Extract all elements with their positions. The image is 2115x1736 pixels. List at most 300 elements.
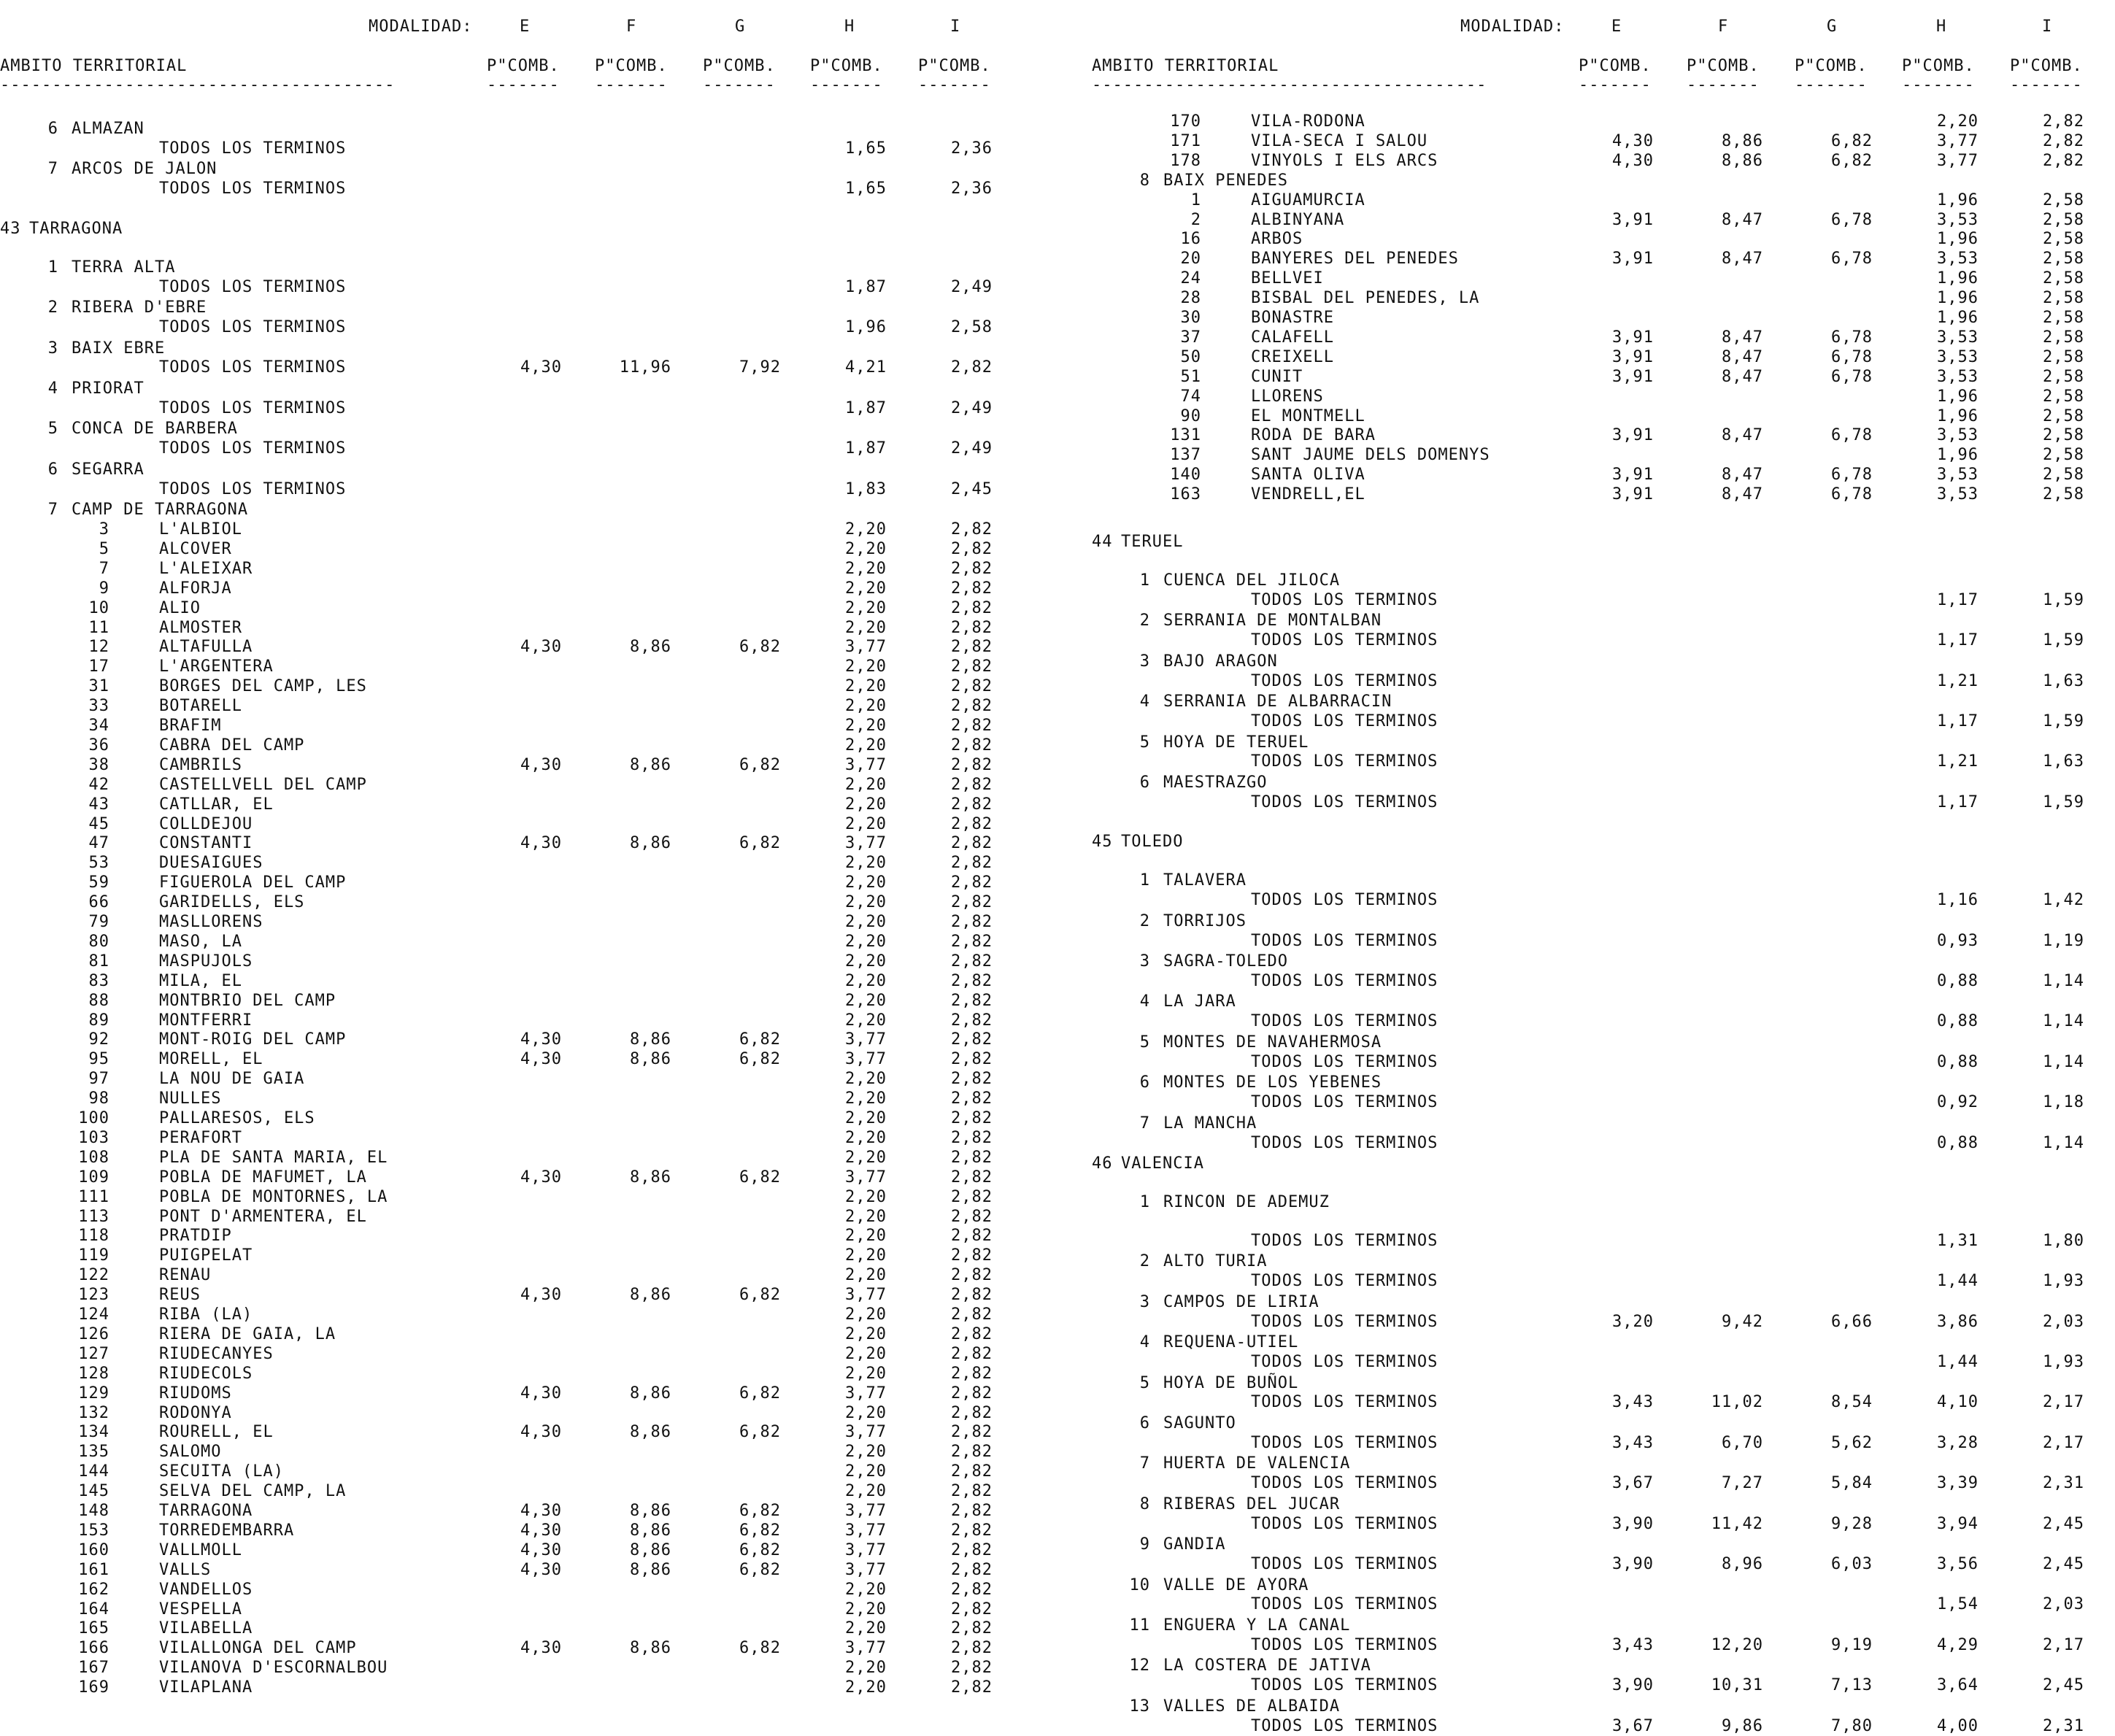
all-terms-label: TODOS LOS TERMINOS (1251, 1312, 1438, 1331)
municipality-code: 34 (88, 717, 109, 735)
modality-header: G (735, 18, 746, 36)
municipality-code: 66 (88, 893, 109, 912)
table-row (0, 1521, 1022, 1540)
all-terms-label: TODOS LOS TERMINOS (1251, 1474, 1438, 1493)
table-row (0, 1561, 1022, 1580)
pcomb-underline: ------- (487, 76, 560, 94)
value-cell: 6,70 (1722, 1433, 1763, 1452)
value-cell: 2,82 (951, 952, 993, 971)
table-row (1092, 891, 2115, 910)
comarca-code: 12 (1129, 1656, 1150, 1675)
value-cell: 6,82 (1831, 131, 1873, 150)
municipality-code: 123 (78, 1286, 109, 1305)
value-cell: 4,30 (520, 1502, 562, 1520)
value-cell: 5,62 (1831, 1433, 1873, 1452)
comarca-name: TERRA ALTA (72, 258, 176, 277)
value-cell: 2,82 (951, 638, 993, 657)
table-row (1092, 1193, 2115, 1212)
value-cell: 2,82 (951, 1639, 993, 1658)
municipality-name: MASO, LA (159, 932, 242, 951)
value-cell: 7,80 (1831, 1716, 1873, 1735)
value-cell: 4,30 (1612, 131, 1654, 150)
table-row (1092, 407, 2115, 426)
province-code: 44 (1092, 533, 1113, 551)
pcomb-header: P"COMB. (1902, 57, 1975, 75)
municipality-name: PERAFORT (159, 1128, 242, 1147)
comarca-code: 7 (1139, 1454, 1150, 1473)
table-row (1092, 269, 2115, 288)
municipality-name: SELVA DEL CAMP, LA (159, 1482, 347, 1501)
value-cell: 2,20 (845, 717, 887, 735)
all-terms-label: TODOS LOS TERMINOS (1251, 1514, 1438, 1533)
table-row (1092, 952, 2115, 971)
value-cell: 2,31 (2043, 1474, 2084, 1493)
value-cell: 2,82 (951, 814, 993, 833)
table-row (0, 795, 1022, 814)
municipality-name: MASPUJOLS (159, 952, 253, 971)
value-cell: 0,88 (1937, 971, 1979, 990)
value-cell: 2,58 (2043, 347, 2084, 366)
modality-header: E (1611, 18, 1622, 36)
value-cell: 2,45 (2043, 1676, 2084, 1695)
value-cell: 11,42 (1711, 1514, 1763, 1533)
municipality-name: ALFORJA (159, 579, 232, 598)
municipality-name: SECUITA (LA) (159, 1462, 284, 1481)
table-row (1092, 1555, 2115, 1574)
table-row (1092, 485, 2115, 504)
value-cell: 4,00 (1937, 1716, 1979, 1735)
municipality-code: 89 (88, 1011, 109, 1030)
table-row (0, 1208, 1022, 1227)
value-cell: 8,86 (630, 1423, 671, 1442)
value-cell: 2,82 (951, 1462, 993, 1481)
municipality-name: CALAFELL (1251, 328, 1334, 347)
modality-header: G (1827, 18, 1838, 36)
municipality-name: MONT-ROIG DEL CAMP (159, 1030, 347, 1049)
table-row (0, 258, 1022, 277)
value-cell: 2,58 (2043, 387, 2084, 406)
comarca-code: 3 (1139, 652, 1150, 671)
table-row (1092, 466, 2115, 485)
value-cell: 4,30 (520, 1639, 562, 1658)
municipality-code: 51 (1180, 367, 1201, 386)
value-cell: 2,82 (951, 579, 993, 598)
all-terms-label: TODOS LOS TERMINOS (1251, 1716, 1438, 1735)
value-cell: 6,82 (739, 1502, 781, 1520)
comarca-name: ARCOS DE JALON (72, 160, 217, 179)
municipality-name: RODA DE BARA (1251, 426, 1376, 445)
all-terms-label: TODOS LOS TERMINOS (1251, 1595, 1438, 1614)
municipality-code: 137 (1170, 446, 1201, 465)
value-cell: 2,20 (845, 952, 887, 971)
table-row (1092, 1414, 2115, 1433)
municipality-name: GARIDELLS, ELS (159, 893, 305, 912)
table-row (0, 1246, 1022, 1265)
comarca-name: BAIX PENEDES (1163, 171, 1288, 190)
value-cell: 4,30 (520, 1050, 562, 1069)
municipality-code: 178 (1170, 151, 1201, 170)
municipality-name: MONTFERRI (159, 1011, 253, 1030)
value-cell: 1,80 (2043, 1231, 2084, 1250)
value-cell: 2,20 (845, 618, 887, 637)
municipality-code: 28 (1180, 289, 1201, 308)
value-cell: 2,20 (845, 1403, 887, 1422)
modality-header: H (1936, 18, 1947, 36)
value-cell: 0,93 (1937, 931, 1979, 950)
municipality-code: 132 (78, 1403, 109, 1422)
comarca-name: ENGUERA Y LA CANAL (1163, 1616, 1351, 1635)
value-cell: 3,77 (845, 1560, 887, 1579)
table-row (1092, 1053, 2115, 1072)
value-cell: 2,82 (951, 1324, 993, 1343)
value-cell: 2,82 (951, 873, 993, 892)
municipality-code: 161 (78, 1560, 109, 1579)
value-cell: 2,20 (845, 893, 887, 912)
comarca-name: CONCA DE BARBERA (72, 420, 238, 439)
table-row (1092, 250, 2115, 269)
value-cell: 6,82 (739, 1521, 781, 1540)
value-cell: 2,82 (951, 1148, 993, 1167)
municipality-name: EL MONTMELL (1251, 406, 1365, 425)
value-cell: 3,77 (845, 755, 887, 774)
modality-header: I (2042, 18, 2053, 36)
value-cell: 8,47 (1722, 426, 1763, 445)
municipality-code: 10 (88, 598, 109, 617)
municipality-name: VALLS (159, 1560, 212, 1579)
value-cell: 8,86 (630, 1286, 671, 1305)
municipality-code: 80 (88, 932, 109, 951)
comarca-name: HOYA DE BUÑOL (1163, 1373, 1299, 1392)
municipality-code: 36 (88, 736, 109, 755)
value-cell: 2,20 (845, 736, 887, 755)
table-row (1092, 591, 2115, 610)
ambito-underline: -------------------------------------- (1092, 76, 1487, 94)
value-cell: 8,47 (1722, 466, 1763, 485)
table-row (1092, 328, 2115, 347)
municipality-code: 129 (78, 1384, 109, 1403)
value-cell: 2,82 (951, 1540, 993, 1559)
value-cell: 6,82 (739, 1030, 781, 1049)
value-cell: 7,13 (1831, 1676, 1873, 1695)
municipality-code: 148 (78, 1502, 109, 1520)
value-cell: 1,17 (1937, 631, 1979, 650)
municipality-code: 90 (1180, 406, 1201, 425)
value-cell: 2,20 (845, 1364, 887, 1383)
value-cell: 12,20 (1711, 1635, 1763, 1654)
comarca-code: 4 (47, 379, 58, 398)
municipality-name: MILA, EL (159, 971, 242, 990)
table-row (0, 599, 1022, 618)
right-column (1092, 0, 2115, 1735)
value-cell: 1,65 (845, 139, 887, 158)
pcomb-header: P"COMB. (810, 57, 883, 75)
value-cell: 1,96 (1937, 446, 1979, 465)
value-cell: 2,20 (845, 1580, 887, 1599)
value-cell: 3,53 (1937, 466, 1979, 485)
value-cell: 1,87 (845, 439, 887, 458)
value-cell: 2,17 (2043, 1433, 2084, 1452)
value-cell: 2,20 (845, 657, 887, 676)
municipality-code: 50 (1180, 347, 1201, 366)
value-cell: 3,91 (1612, 367, 1654, 386)
value-cell: 6,82 (739, 1168, 781, 1187)
value-cell: 6,82 (739, 1639, 781, 1658)
value-cell: 2,82 (951, 775, 993, 794)
municipality-code: 43 (88, 795, 109, 814)
value-cell: 8,86 (630, 1502, 671, 1520)
province-name: TERUEL (1121, 533, 1184, 551)
all-terms-label: TODOS LOS TERMINOS (1251, 752, 1438, 771)
municipality-name: VILA-RODONA (1251, 112, 1365, 131)
value-cell: 2,82 (951, 1305, 993, 1324)
table-row (0, 1011, 1022, 1030)
value-cell: 2,20 (845, 1128, 887, 1147)
value-cell: 2,82 (951, 1678, 993, 1697)
value-cell: 3,56 (1937, 1555, 1979, 1573)
value-cell: 2,20 (845, 539, 887, 558)
table-row (0, 540, 1022, 559)
ambito-label: AMBITO TERRITORIAL (0, 57, 188, 75)
municipality-name: PRATDIP (159, 1227, 232, 1246)
value-cell: 2,82 (951, 358, 993, 377)
value-cell: 8,47 (1722, 210, 1763, 229)
municipality-name: ALBINYANA (1251, 210, 1345, 229)
comarca-code: 6 (1139, 1073, 1150, 1092)
comarca-name: HOYA DE TERUEL (1163, 733, 1309, 752)
value-cell: 2,20 (845, 1187, 887, 1206)
municipality-name: MASLLORENS (159, 913, 263, 931)
table-row (1092, 672, 2115, 691)
municipality-code: 100 (78, 1109, 109, 1127)
municipality-code: 95 (88, 1050, 109, 1069)
all-terms-label: TODOS LOS TERMINOS (1251, 891, 1438, 910)
value-cell: 2,82 (951, 1030, 993, 1049)
value-cell: 1,19 (2043, 931, 2084, 950)
municipality-name: ROURELL, EL (159, 1423, 274, 1442)
table-row (1092, 368, 2115, 387)
value-cell: 3,67 (1612, 1716, 1654, 1735)
table-row (1092, 1232, 2115, 1251)
value-cell: 2,20 (845, 559, 887, 578)
table-row (0, 379, 1022, 398)
table-row (0, 339, 1022, 358)
table-row (1092, 1033, 2115, 1052)
value-cell: 1,96 (1937, 230, 1979, 249)
value-cell: 4,30 (520, 1286, 562, 1305)
municipality-name: SANTA OLIVA (1251, 466, 1365, 485)
value-cell: 2,82 (951, 717, 993, 735)
value-cell: 6,82 (739, 755, 781, 774)
table-row (1092, 387, 2115, 406)
table-row (1092, 426, 2115, 445)
province-name: TOLEDO (1121, 833, 1184, 852)
table-row (1092, 733, 2115, 752)
value-cell: 2,20 (845, 1207, 887, 1226)
value-cell: 2,82 (951, 1266, 993, 1285)
value-cell: 1,96 (1937, 387, 1979, 406)
table-row (0, 399, 1022, 418)
municipality-name: ALCOVER (159, 539, 232, 558)
value-cell: 2,17 (2043, 1635, 2084, 1654)
value-cell: 2,58 (2043, 269, 2084, 288)
value-cell: 2,20 (845, 697, 887, 716)
table-row (1092, 793, 2115, 812)
municipality-name: LA NOU DE GAIA (159, 1070, 305, 1089)
municipality-code: 59 (88, 873, 109, 892)
value-cell: 9,86 (1722, 1716, 1763, 1735)
value-cell: 2,82 (951, 598, 993, 617)
municipality-name: TARRAGONA (159, 1502, 253, 1520)
value-cell: 2,20 (845, 795, 887, 814)
value-cell: 2,82 (2043, 151, 2084, 170)
value-cell: 4,30 (520, 834, 562, 853)
value-cell: 3,91 (1612, 426, 1654, 445)
table-row (0, 677, 1022, 696)
value-cell: 6,03 (1831, 1555, 1873, 1573)
table-row (1092, 289, 2115, 308)
table-row (0, 1345, 1022, 1364)
value-cell: 2,58 (2043, 466, 2084, 485)
value-cell: 1,59 (2043, 590, 2084, 609)
comarca-code: 13 (1129, 1697, 1150, 1716)
table-row (0, 1050, 1022, 1069)
table-row (1092, 1495, 2115, 1514)
value-cell: 4,30 (520, 1540, 562, 1559)
municipality-name: CATLLAR, EL (159, 795, 274, 814)
value-cell: 6,78 (1831, 466, 1873, 485)
value-cell: 6,78 (1831, 426, 1873, 445)
municipality-code: 118 (78, 1227, 109, 1246)
table-row (1092, 1252, 2115, 1271)
municipality-name: SANT JAUME DELS DOMENYS (1251, 446, 1490, 465)
value-cell: 2,58 (2043, 230, 2084, 249)
pcomb-header: P"COMB. (918, 57, 991, 75)
value-cell: 3,77 (845, 1030, 887, 1049)
value-cell: 1,93 (2043, 1353, 2084, 1371)
table-row (0, 1286, 1022, 1305)
comarca-name: LA COSTERA DE JATIVA (1163, 1656, 1371, 1675)
municipality-name: L'ALBIOL (159, 520, 242, 539)
value-cell: 8,86 (630, 1540, 671, 1559)
comarca-code: 8 (1139, 171, 1150, 190)
value-cell: 4,30 (520, 1168, 562, 1187)
value-cell: 1,21 (1937, 671, 1979, 690)
table-row (0, 1168, 1022, 1187)
municipality-code: 9 (99, 579, 109, 598)
value-cell: 2,36 (951, 139, 993, 158)
municipality-name: BANYERES DEL PENEDES (1251, 250, 1459, 269)
value-cell: 4,30 (520, 1521, 562, 1540)
comarca-name: BAJO ARAGON (1163, 652, 1278, 671)
comarca-code: 4 (1139, 1333, 1150, 1352)
table-row (0, 717, 1022, 736)
municipality-code: 81 (88, 952, 109, 971)
municipality-code: 30 (1180, 309, 1201, 327)
table-row (1092, 112, 2115, 131)
value-cell: 2,58 (2043, 309, 2084, 327)
value-cell: 8,96 (1722, 1555, 1763, 1573)
table-row (1092, 712, 2115, 731)
comarca-name: SEGARRA (72, 460, 145, 479)
comarca-code: 7 (1139, 1114, 1150, 1133)
value-cell: 2,58 (2043, 250, 2084, 269)
municipality-name: COLLDEJOU (159, 814, 253, 833)
table-row (1092, 1114, 2115, 1133)
value-cell: 8,86 (1722, 131, 1763, 150)
municipality-name: VALLMOLL (159, 1540, 242, 1559)
municipality-name: PONT D'ARMENTERA, EL (159, 1207, 367, 1226)
value-cell: 8,86 (630, 1560, 671, 1579)
value-cell: 1,17 (1937, 590, 1979, 609)
value-cell: 3,91 (1612, 250, 1654, 269)
municipality-code: 145 (78, 1482, 109, 1501)
municipality-code: 166 (78, 1639, 109, 1658)
municipality-code: 153 (78, 1521, 109, 1540)
value-cell: 2,45 (951, 479, 993, 498)
value-cell: 2,82 (951, 854, 993, 873)
value-cell: 7,27 (1722, 1474, 1763, 1493)
value-cell: 3,94 (1937, 1514, 1979, 1533)
value-cell: 6,82 (739, 1050, 781, 1069)
table-row (0, 657, 1022, 676)
value-cell: 2,36 (951, 180, 993, 198)
table-row (0, 697, 1022, 716)
value-cell: 8,86 (630, 638, 671, 657)
value-cell: 2,82 (951, 1423, 993, 1442)
value-cell: 6,82 (739, 1286, 781, 1305)
pcomb-underline: ------- (2010, 76, 2083, 94)
value-cell: 6,78 (1831, 347, 1873, 366)
value-cell: 3,53 (1937, 426, 1979, 445)
table-row (0, 358, 1022, 377)
value-cell: 6,66 (1831, 1312, 1873, 1331)
comarca-code: 5 (1139, 733, 1150, 752)
table-row (1092, 1697, 2115, 1716)
value-cell: 2,20 (845, 1011, 887, 1030)
table-row (1092, 992, 2115, 1011)
ambito-label: AMBITO TERRITORIAL (1092, 57, 1279, 75)
value-cell: 3,20 (1612, 1312, 1654, 1331)
municipality-name: RIERA DE GAIA, LA (159, 1324, 336, 1343)
all-terms-label: TODOS LOS TERMINOS (1251, 1433, 1438, 1452)
all-terms-label: TODOS LOS TERMINOS (1251, 792, 1438, 811)
value-cell: 3,77 (845, 1423, 887, 1442)
comarca-name: BAIX EBRE (72, 339, 166, 358)
value-cell: 2,20 (845, 873, 887, 892)
all-terms-label: TODOS LOS TERMINOS (1251, 1555, 1438, 1573)
table-row (1092, 774, 2115, 792)
value-cell: 8,54 (1831, 1393, 1873, 1412)
pcomb-underline: ------- (1795, 76, 1868, 94)
value-cell: 3,77 (845, 638, 887, 657)
municipality-code: 11 (88, 618, 109, 637)
municipality-code: 31 (88, 677, 109, 696)
value-cell: 4,30 (520, 1384, 562, 1403)
value-cell: 8,86 (630, 1030, 671, 1049)
table-row (0, 1423, 1022, 1442)
all-terms-label: TODOS LOS TERMINOS (1251, 712, 1438, 730)
table-row (1092, 1616, 2115, 1635)
municipality-code: 33 (88, 697, 109, 716)
modality-header: I (950, 18, 961, 36)
municipality-code: 5 (99, 539, 109, 558)
value-cell: 4,30 (520, 1423, 562, 1442)
value-cell: 1,96 (1937, 406, 1979, 425)
value-cell: 2,45 (2043, 1514, 2084, 1533)
municipality-code: 127 (78, 1344, 109, 1363)
municipality-name: REUS (159, 1286, 201, 1305)
comarca-code: 1 (1139, 571, 1150, 590)
